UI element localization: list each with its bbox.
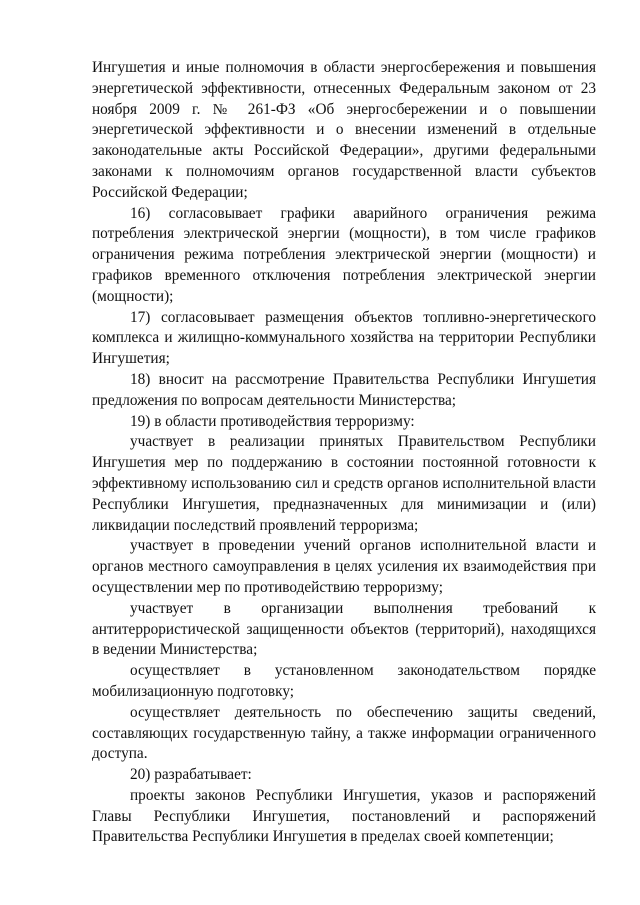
document-page [92, 58, 596, 848]
paragraph-secrecy: осуществляет деятельность по обеспечению защиты сведений, составляющих государственную тайну, а также информации ограниченного доступа. [92, 703, 596, 763]
paragraph-item-17: 17) согласовывает размещения объектов топливно-энергетического комплекса и жилищно-коммунального хозяйства на территории Республики Ингушетия; [92, 308, 596, 368]
paragraph-draft-laws: проекты законов Республики Ингушетия, указов и распоряжений Главы Республики Ингушетия, постановлений и распоряжений Правительства Республики Ингушетия в пределах своей компетенции; [92, 786, 596, 846]
paragraph-item-20: 20) разрабатывает: [130, 766, 252, 784]
paragraph-terror-exercises: участвует в проведении учений органов исполнительной власти и органов местного самоуправления в целях усиления их взаимодействия при осуществлении мер по противодействию терроризму; [92, 537, 596, 596]
paragraph-energy-powers: Ингушетия и иные полномочия в области энергосбережения и повышения энергетической эффективности, отнесенных Федеральным законом от 23 ноября 2009 г. № 261-ФЗ «Об энергосбережении и о повышении энергетической эффективности и о внесении изменений в отдельные законодательные акты Российской Федерации», другими федеральными законами к полномочиям органов государственной власти субъектов Российской Федерации; [92, 59, 596, 201]
paragraph-item-18: 18) вносит на рассмотрение Правительства Республики Ингушетия предложения по вопросам деятельности Министерства; [92, 370, 596, 409]
paragraph-item-16: 16) согласовывает графики аварийного ограничения режима потребления электрической энергии (мощности), в том числе графиков ограничения режима потребления электрической энергии (мощности) и графиков временного отключения потребления электрической энергии (мощности); [92, 204, 596, 305]
paragraph-terror-protection: участвует в организации выполнения требований к антитеррористической защищенности объектов (территорий), находящихся в ведении Министерства; [92, 599, 596, 659]
paragraph-mobilization: осуществляет в установленном законодательством порядке мобилизационную подготовку; [92, 662, 596, 700]
paragraph-item-19: 19) в области противодействия терроризму: [130, 412, 415, 430]
paragraph-terror-readiness: участвует в реализации принятых Правительством Республики Ингушетия мер по поддержанию в состоянии постоянной готовности к эффективному использованию сил и средств органов исполнительной власти Республики Ингушетия, предназначенных для минимизации и (или) ликвидации последствий проявлений терроризма; [92, 433, 596, 534]
